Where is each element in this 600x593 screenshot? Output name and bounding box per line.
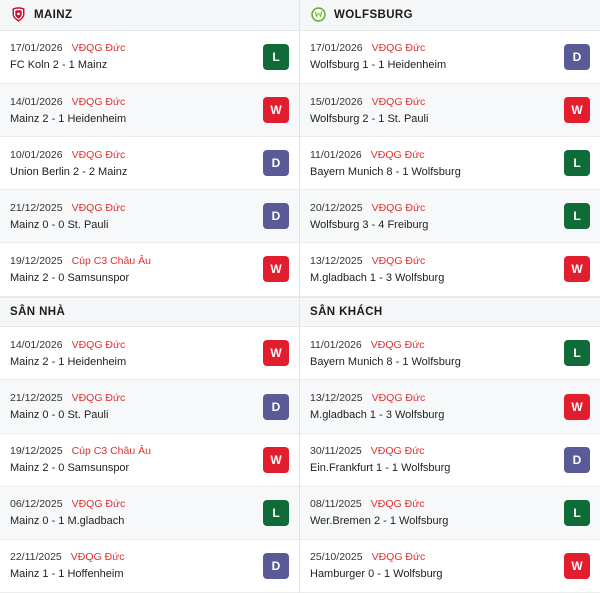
match-info: [310, 149, 556, 178]
right-team-name: WOLFSBURG: [334, 8, 413, 21]
match-date: 30/11/2025: [310, 445, 362, 458]
match-competition: VĐQG Đức: [370, 445, 425, 458]
match-date: 10/01/2026: [10, 148, 63, 161]
match-meta: [310, 255, 556, 267]
match-meta: [310, 392, 556, 404]
match-competition: VĐQG Đức: [370, 498, 425, 511]
match-competition: VĐQG Đức: [71, 201, 126, 214]
match-meta: [310, 339, 556, 351]
table-row[interactable]: [0, 327, 299, 380]
match-info: [310, 255, 556, 284]
table-row[interactable]: [0, 31, 299, 84]
match-meta: [10, 42, 255, 54]
status-badge: D: [263, 553, 289, 579]
status-badge: D: [564, 447, 590, 473]
match-meta: [10, 498, 255, 510]
match-competition: VĐQG Đức: [370, 338, 425, 351]
match-competition: VĐQG Đức: [71, 95, 126, 108]
table-row[interactable]: [0, 243, 299, 296]
match-competition: VĐQG Đức: [371, 392, 426, 404]
status-badge: W: [564, 97, 590, 123]
match-info: [310, 42, 556, 71]
match-competition: VĐQG Đức: [71, 148, 126, 161]
status-badge: W: [263, 447, 289, 473]
table-row[interactable]: [0, 434, 299, 487]
wolfsburg-crest-icon: [310, 6, 327, 23]
match-teams: Mainz 0 - 0 St. Pauli: [10, 409, 109, 421]
match-teams: Wolfsburg 2 - 1 St. Pauli: [310, 112, 429, 125]
match-info: [10, 42, 255, 71]
table-row[interactable]: [300, 84, 600, 137]
match-date: 19/12/2025: [10, 445, 63, 458]
match-info: [310, 498, 556, 527]
match-meta: [10, 339, 255, 351]
right-away-section-header: [300, 297, 600, 328]
match-info: [310, 392, 556, 421]
match-info: [10, 392, 255, 421]
match-competition: VĐQG Đức: [71, 498, 126, 511]
match-competition: VĐQG Đức: [71, 42, 126, 55]
match-date: 14/01/2026: [10, 338, 63, 351]
status-badge: W: [263, 97, 289, 123]
table-row[interactable]: [0, 487, 299, 540]
match-competition: VĐQG Đức: [371, 42, 426, 55]
right-team-header: [300, 0, 600, 31]
match-meta: [10, 551, 255, 563]
match-teams: Mainz 2 - 0 Samsunspor: [10, 271, 130, 284]
match-meta: [310, 498, 556, 510]
match-date: 14/01/2026: [10, 95, 63, 108]
match-date: 11/01/2026: [310, 338, 362, 351]
status-badge: L: [263, 500, 289, 526]
table-row[interactable]: [0, 84, 299, 137]
table-row[interactable]: [0, 380, 299, 433]
match-date: 11/01/2026: [310, 148, 362, 161]
status-badge: W: [263, 256, 289, 282]
match-meta: [310, 42, 556, 54]
match-teams: Mainz 0 - 1 M.gladbach: [10, 515, 125, 528]
match-teams: Bayern Munich 8 - 1 Wolfsburg: [310, 165, 461, 178]
match-date: 08/11/2025: [310, 498, 362, 511]
table-row[interactable]: [0, 540, 299, 593]
match-teams: Mainz 0 - 0 St. Pauli: [10, 218, 109, 231]
match-meta: [310, 202, 556, 214]
match-meta: [10, 445, 255, 457]
match-info: [310, 445, 556, 474]
match-meta: [310, 96, 556, 108]
status-badge: W: [564, 394, 590, 420]
match-teams: Mainz 1 - 1 Hoffenheim: [10, 568, 124, 581]
match-competition: VĐQG Đức: [71, 338, 126, 351]
match-info: [310, 96, 556, 125]
match-info: [310, 202, 556, 231]
match-teams: Mainz 2 - 1 Heidenheim: [10, 112, 127, 125]
match-meta: [10, 149, 255, 161]
match-date: 13/12/2025: [310, 254, 363, 267]
left-home-section-header: [0, 297, 299, 328]
match-date: 22/11/2025: [10, 551, 62, 564]
table-row[interactable]: [300, 327, 600, 380]
match-meta: [10, 255, 255, 267]
match-teams: M.gladbach 1 - 3 Wolfsburg: [310, 409, 445, 421]
status-badge: L: [564, 203, 590, 229]
match-info: [10, 498, 255, 527]
match-meta: [310, 149, 556, 161]
table-row[interactable]: [0, 137, 299, 190]
match-info: [310, 551, 556, 580]
match-info: [10, 445, 255, 474]
match-teams: Bayern Munich 8 - 1 Wolfsburg: [310, 355, 461, 368]
match-date: 19/12/2025: [10, 254, 63, 267]
match-date: 06/12/2025: [10, 498, 63, 511]
match-info: [310, 339, 556, 368]
status-badge: L: [263, 44, 289, 70]
match-date: 15/01/2026: [310, 95, 363, 108]
match-teams: Wolfsburg 3 - 4 Freiburg: [310, 218, 429, 231]
match-meta: [10, 202, 255, 214]
match-teams: Mainz 2 - 1 Heidenheim: [10, 355, 127, 368]
match-competition: VĐQG Đức: [371, 551, 426, 564]
table-row[interactable]: [300, 380, 600, 433]
table-row[interactable]: [300, 487, 600, 540]
match-date: 21/12/2025: [10, 392, 63, 404]
match-meta: [10, 96, 255, 108]
match-competition: VĐQG Đức: [371, 201, 426, 214]
match-info: [10, 149, 255, 178]
match-competition: VĐQG Đức: [371, 95, 426, 108]
match-teams: Hamburger 0 - 1 Wolfsburg: [310, 568, 443, 581]
status-badge: L: [564, 150, 590, 176]
match-meta: [310, 551, 556, 563]
match-date: 21/12/2025: [10, 201, 63, 214]
match-date: 17/01/2026: [10, 42, 63, 55]
match-info: [10, 551, 255, 580]
match-info: [10, 96, 255, 125]
left-team-name: MAINZ: [34, 8, 73, 21]
match-meta: [10, 392, 255, 404]
match-teams: M.gladbach 1 - 3 Wolfsburg: [310, 271, 445, 284]
table-row[interactable]: [300, 190, 600, 243]
match-competition: VĐQG Đức: [71, 392, 126, 404]
match-date: 20/12/2025: [310, 201, 363, 214]
match-date: 17/01/2026: [310, 42, 363, 55]
match-info: [10, 255, 255, 284]
table-row[interactable]: [300, 137, 600, 190]
status-badge: D: [263, 203, 289, 229]
status-badge: L: [564, 340, 590, 366]
status-badge: W: [564, 256, 590, 282]
match-teams: Union Berlin 2 - 2 Mainz: [10, 165, 128, 178]
match-info: [10, 202, 255, 231]
match-teams: FC Koln 2 - 1 Mainz: [10, 59, 108, 72]
match-date: 13/12/2025: [310, 392, 363, 404]
status-badge: D: [263, 150, 289, 176]
match-competition: Cúp C3 Châu Âu: [71, 445, 151, 458]
status-badge: D: [263, 394, 289, 420]
status-badge: D: [564, 44, 590, 70]
table-row[interactable]: [300, 434, 600, 487]
match-teams: Mainz 2 - 0 Samsunspor: [10, 462, 130, 475]
match-info: [10, 339, 255, 368]
right-away-section-title: SÂN KHÁCH: [310, 305, 383, 318]
match-meta: [310, 445, 556, 457]
table-row[interactable]: [300, 243, 600, 296]
match-competition: Cúp C3 Châu Âu: [71, 254, 151, 267]
table-row[interactable]: [0, 190, 299, 243]
mainz-crest-icon: [10, 6, 27, 23]
right-team-column: [300, 0, 600, 593]
left-home-section-title: SÂN NHÀ: [10, 305, 66, 318]
match-teams: Wolfsburg 1 - 1 Heidenheim: [310, 59, 447, 72]
match-competition: VĐQG Đức: [70, 551, 125, 564]
status-badge: L: [564, 500, 590, 526]
match-competition: VĐQG Đức: [371, 254, 426, 267]
table-row[interactable]: [300, 31, 600, 84]
status-badge: W: [263, 340, 289, 366]
table-row[interactable]: [300, 540, 600, 593]
match-date: 25/10/2025: [310, 551, 363, 564]
status-badge: W: [564, 553, 590, 579]
match-teams: Wer.Bremen 2 - 1 Wolfsburg: [310, 515, 449, 528]
match-teams: Ein.Frankfurt 1 - 1 Wolfsburg: [310, 462, 451, 475]
match-competition: VĐQG Đức: [370, 148, 425, 161]
left-team-header: [0, 0, 299, 31]
